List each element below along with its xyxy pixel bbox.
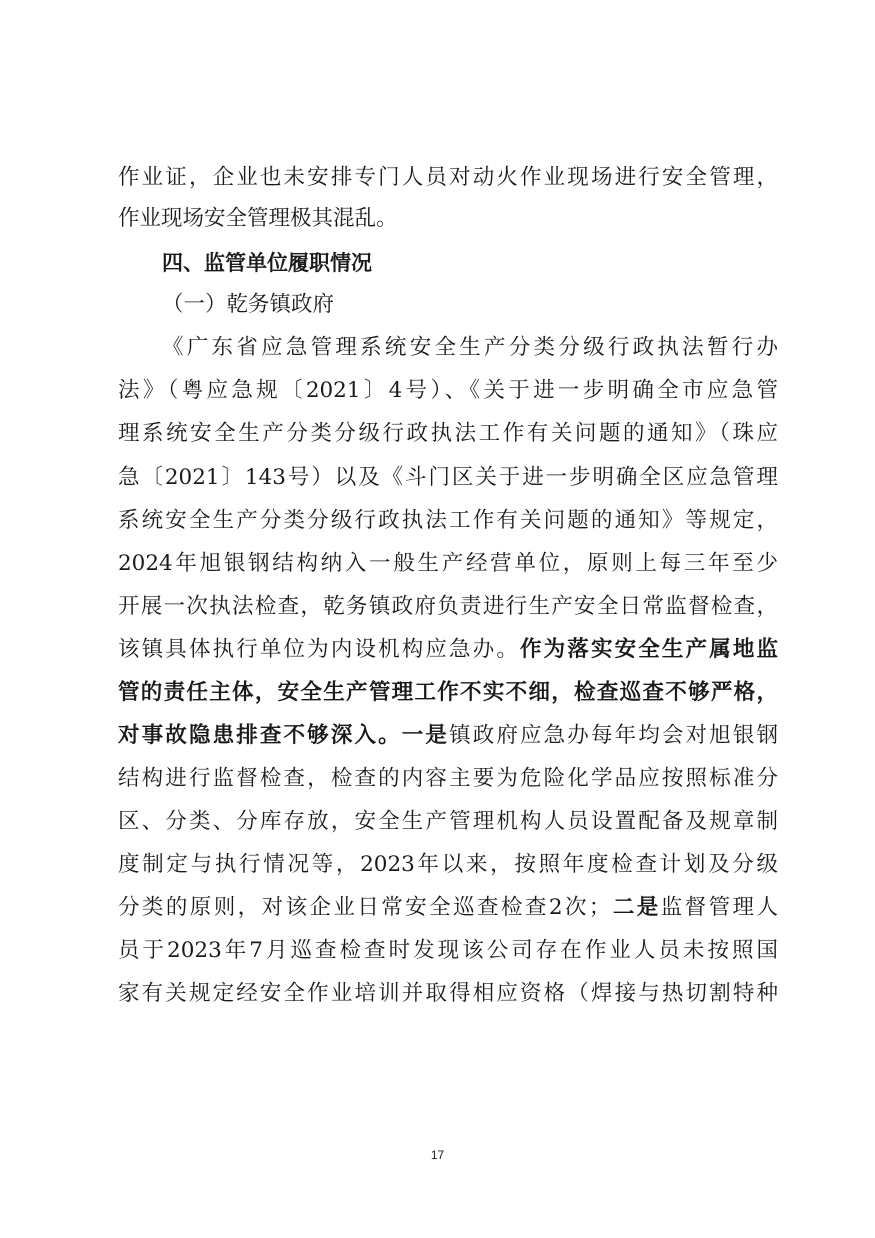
paragraph-line: 法》（粤应急规〔2021〕4号）、《关于进一步明确全市应急管 xyxy=(118,378,778,403)
paragraph-line: 度制定与执行情况等，2023年以来，按照年度检查计划及分级 xyxy=(118,852,778,877)
paragraph-line: 系统安全生产分类分级行政执法工作有关问题的通知》等规定， xyxy=(118,508,778,533)
paragraph-line: 员于2023年7月巡查检查时发现该公司存在作业人员未按照国 xyxy=(118,938,778,963)
paragraph-line: 开展一次执法检查，乾务镇政府负责进行生产安全日常监督检查， xyxy=(118,594,778,619)
emphasis-text: 二是 xyxy=(610,895,661,920)
paragraph-line: 对事故隐患排查不够深入。一是镇政府应急办每年均会对旭银钢 xyxy=(118,723,778,748)
paragraph-line: 分类的原则，对该企业日常安全巡查检查2次；二是监督管理人 xyxy=(118,895,778,920)
paragraph-line: 作业证，企业也未安排专门人员对动火作业现场进行安全管理， xyxy=(118,165,778,190)
paragraph-line: 区、分类、分库存放，安全生产管理机构人员设置配备及规章制 xyxy=(118,809,778,834)
paragraph-line: 理系统安全生产分类分级行政执法工作有关问题的通知》（珠应 xyxy=(118,421,778,446)
section-heading: 四、监管单位履职情况 xyxy=(162,251,372,275)
emphasis-text: 作为落实安全生产属地监 xyxy=(520,637,778,662)
subsection-heading: （一）乾务镇政府 xyxy=(162,292,335,317)
paragraph-line: 作业现场安全管理极其混乱。 xyxy=(118,206,398,231)
paragraph-line: 2024年旭银钢结构纳入一般生产经营单位，原则上每三年至少 xyxy=(118,551,778,576)
emphasis-text: 对事故隐患排查不够深入。 xyxy=(118,723,402,748)
paragraph-line: 家有关规定经安全作业培训并取得相应资格（焊接与热切割特种 xyxy=(118,981,778,1006)
paragraph-line xyxy=(118,671,778,715)
emphasis-text: 管的责任主体，安全生产管理工作不实不细，检查巡查不够严格， xyxy=(118,680,778,705)
page-number: 17 xyxy=(430,1148,445,1162)
paragraph-line: 结构进行监督检查，检查的内容主要为危险化学品应按照标准分 xyxy=(118,766,778,791)
paragraph-line: 急〔2021〕143号）以及《斗门区关于进一步明确全区应急管理 xyxy=(118,465,778,490)
emphasis-text: 一是 xyxy=(401,723,450,748)
paragraph-line: 《广东省应急管理系统安全生产分类分级行政执法暂行办 xyxy=(162,335,778,360)
paragraph-line: 该镇具体执行单位为内设机构应急办。作为落实安全生产属地监 xyxy=(118,637,778,662)
